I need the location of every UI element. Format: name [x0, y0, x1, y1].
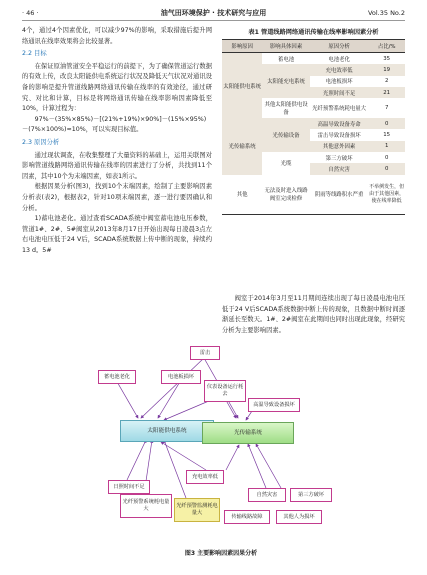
paragraph: 根据因果分析(图3)，找到10个末端因素，绘制了主要影响因素分析表(表2)，根据表2，针对10项末端因素，逐一进行要因确认和分析。 [22, 183, 212, 212]
node-power-large: 光纤预警系统耗电量大 [120, 494, 172, 518]
node-third-party: 第三方破坏 [290, 488, 332, 502]
table-row: 电池板损坏 2 [325, 78, 389, 86]
page-header [22, 6, 405, 21]
node-equipment: 仪表设备运行耗去 [204, 380, 246, 402]
node-solar-system: 太阳能供电系统 [120, 420, 214, 442]
node-sunlight: 日照时间不足 [108, 480, 150, 494]
table-row: 太阳能充电系统 充电效率低 19 [222, 64, 405, 75]
table-1 [222, 27, 405, 215]
node-panel-damage: 电池板损坏 [161, 370, 201, 384]
node-optical-system: 光传输系统 [202, 422, 294, 444]
table-row: 光照时间不足 21 [222, 87, 405, 98]
node-natural: 自然灾害 [248, 488, 286, 502]
node-battery-aging: 蓄电池老化 [98, 370, 136, 384]
section-heading: 2.3 原因分析 [22, 138, 60, 146]
node-charge-low: 充电效率低 [186, 470, 224, 484]
right-column [222, 294, 405, 336]
left-column [22, 26, 212, 256]
node-cable: 传输线路故障 [224, 510, 270, 524]
node-other-human: 其他人为损坏 [276, 510, 322, 524]
table-header: 原因分析 [310, 40, 369, 53]
table-row: 光传输系统 光传输设备 高温导致设备寿命 0 [222, 118, 405, 129]
node-thunder: 雷击 [190, 346, 220, 360]
table-header: 影响具体因素 [262, 40, 310, 53]
table-row: 其他意外因素 1 [222, 141, 405, 152]
paragraph: 4个，通过4个因素优化，可以减少97%的影响，采取措施后提升网络通讯在线率效果将会比较显著。 [22, 27, 212, 45]
paragraph: 阀室于2014年3月至11月期间连续出现了每日凌晨电池电压低于24 V后SCADA系统数据中断上传的现象，且数据中断时间逐渐延长至数天。1#、2#阀室在此期间也同时出现此现象，经研究分析为主要影响因素。 [222, 295, 405, 334]
factor-table [222, 39, 405, 215]
journal-title: 油气田环境保护 · 技术研究与应用 [160, 9, 267, 17]
formula: 97%－(35%×85%)－[(21%+19%)×90%]－(15%×95%)－(7%×100%)≈10%，可以实现目标值。 [22, 115, 207, 134]
table-row: 自然灾害 0 [222, 163, 405, 174]
section-heading: 2.2 目标 [22, 50, 47, 58]
paragraph: 在保证原油管道安全平稳运行的前提下，为了确保管道运行数据的有效上传，改良太阳能供电系统运行状况及降低天气状况对通讯设备的影响是提升管道线路网络通讯传输在线率的有效途径，通过研究、对比和计算，目标是将网络通讯传输在线率影响因素降低至10%，计算过程为： [22, 62, 212, 113]
figure-caption: 图3 主要影响因素因果分析 [184, 550, 258, 557]
page-number: · 46 · [22, 9, 39, 17]
paragraph: 通过现状调查，在收集整理了大量资料的基础上，运用关联图对影响管道线路网络通讯传输在线率的因素进行了分析，共找到11个因素，其中10个为末端因素，如表1所示。 [22, 151, 212, 180]
paragraph: 1)蓄电池老化。通过查看SCADA系统中阀室蓄电池电压参数，管道1#、2#、5#阀室从2013年8月17日开始出现每日凌晨3点左右电池电压低于24 V后，SCADA系统数据上传中断的现象，持续约13 d。5# [22, 215, 212, 254]
table-row: 其他 无法及时进入线路阀室完成检修 阴雨等线路积水严重 不举例发生，但由于其他因素，使在线率降低 [222, 175, 405, 215]
volume-info: Vol.35 No.2 [367, 9, 405, 17]
node-high-temp: 高温导致设备损坏 [248, 398, 300, 412]
figure-3 [86, 340, 356, 540]
table-row: 太阳能供电系统 蓄电池 电池老化 35 [222, 53, 405, 65]
table-row: 光缆 第三方破坏 0 [280, 154, 389, 168]
table-row: 其他太阳能供电设备 光纤预警系统耗电量大 7 [264, 102, 389, 117]
node-monitoring: 光纤预警监测耗电量大 [174, 498, 220, 522]
table-header: 占比/% [368, 40, 405, 53]
table-row: 雷击导致设备损坏 15 [317, 132, 391, 140]
table-header: 影响原因 [222, 40, 262, 53]
table-caption: 表1 管道线路网络通讯传输在线率影响因素分析 [248, 29, 379, 36]
